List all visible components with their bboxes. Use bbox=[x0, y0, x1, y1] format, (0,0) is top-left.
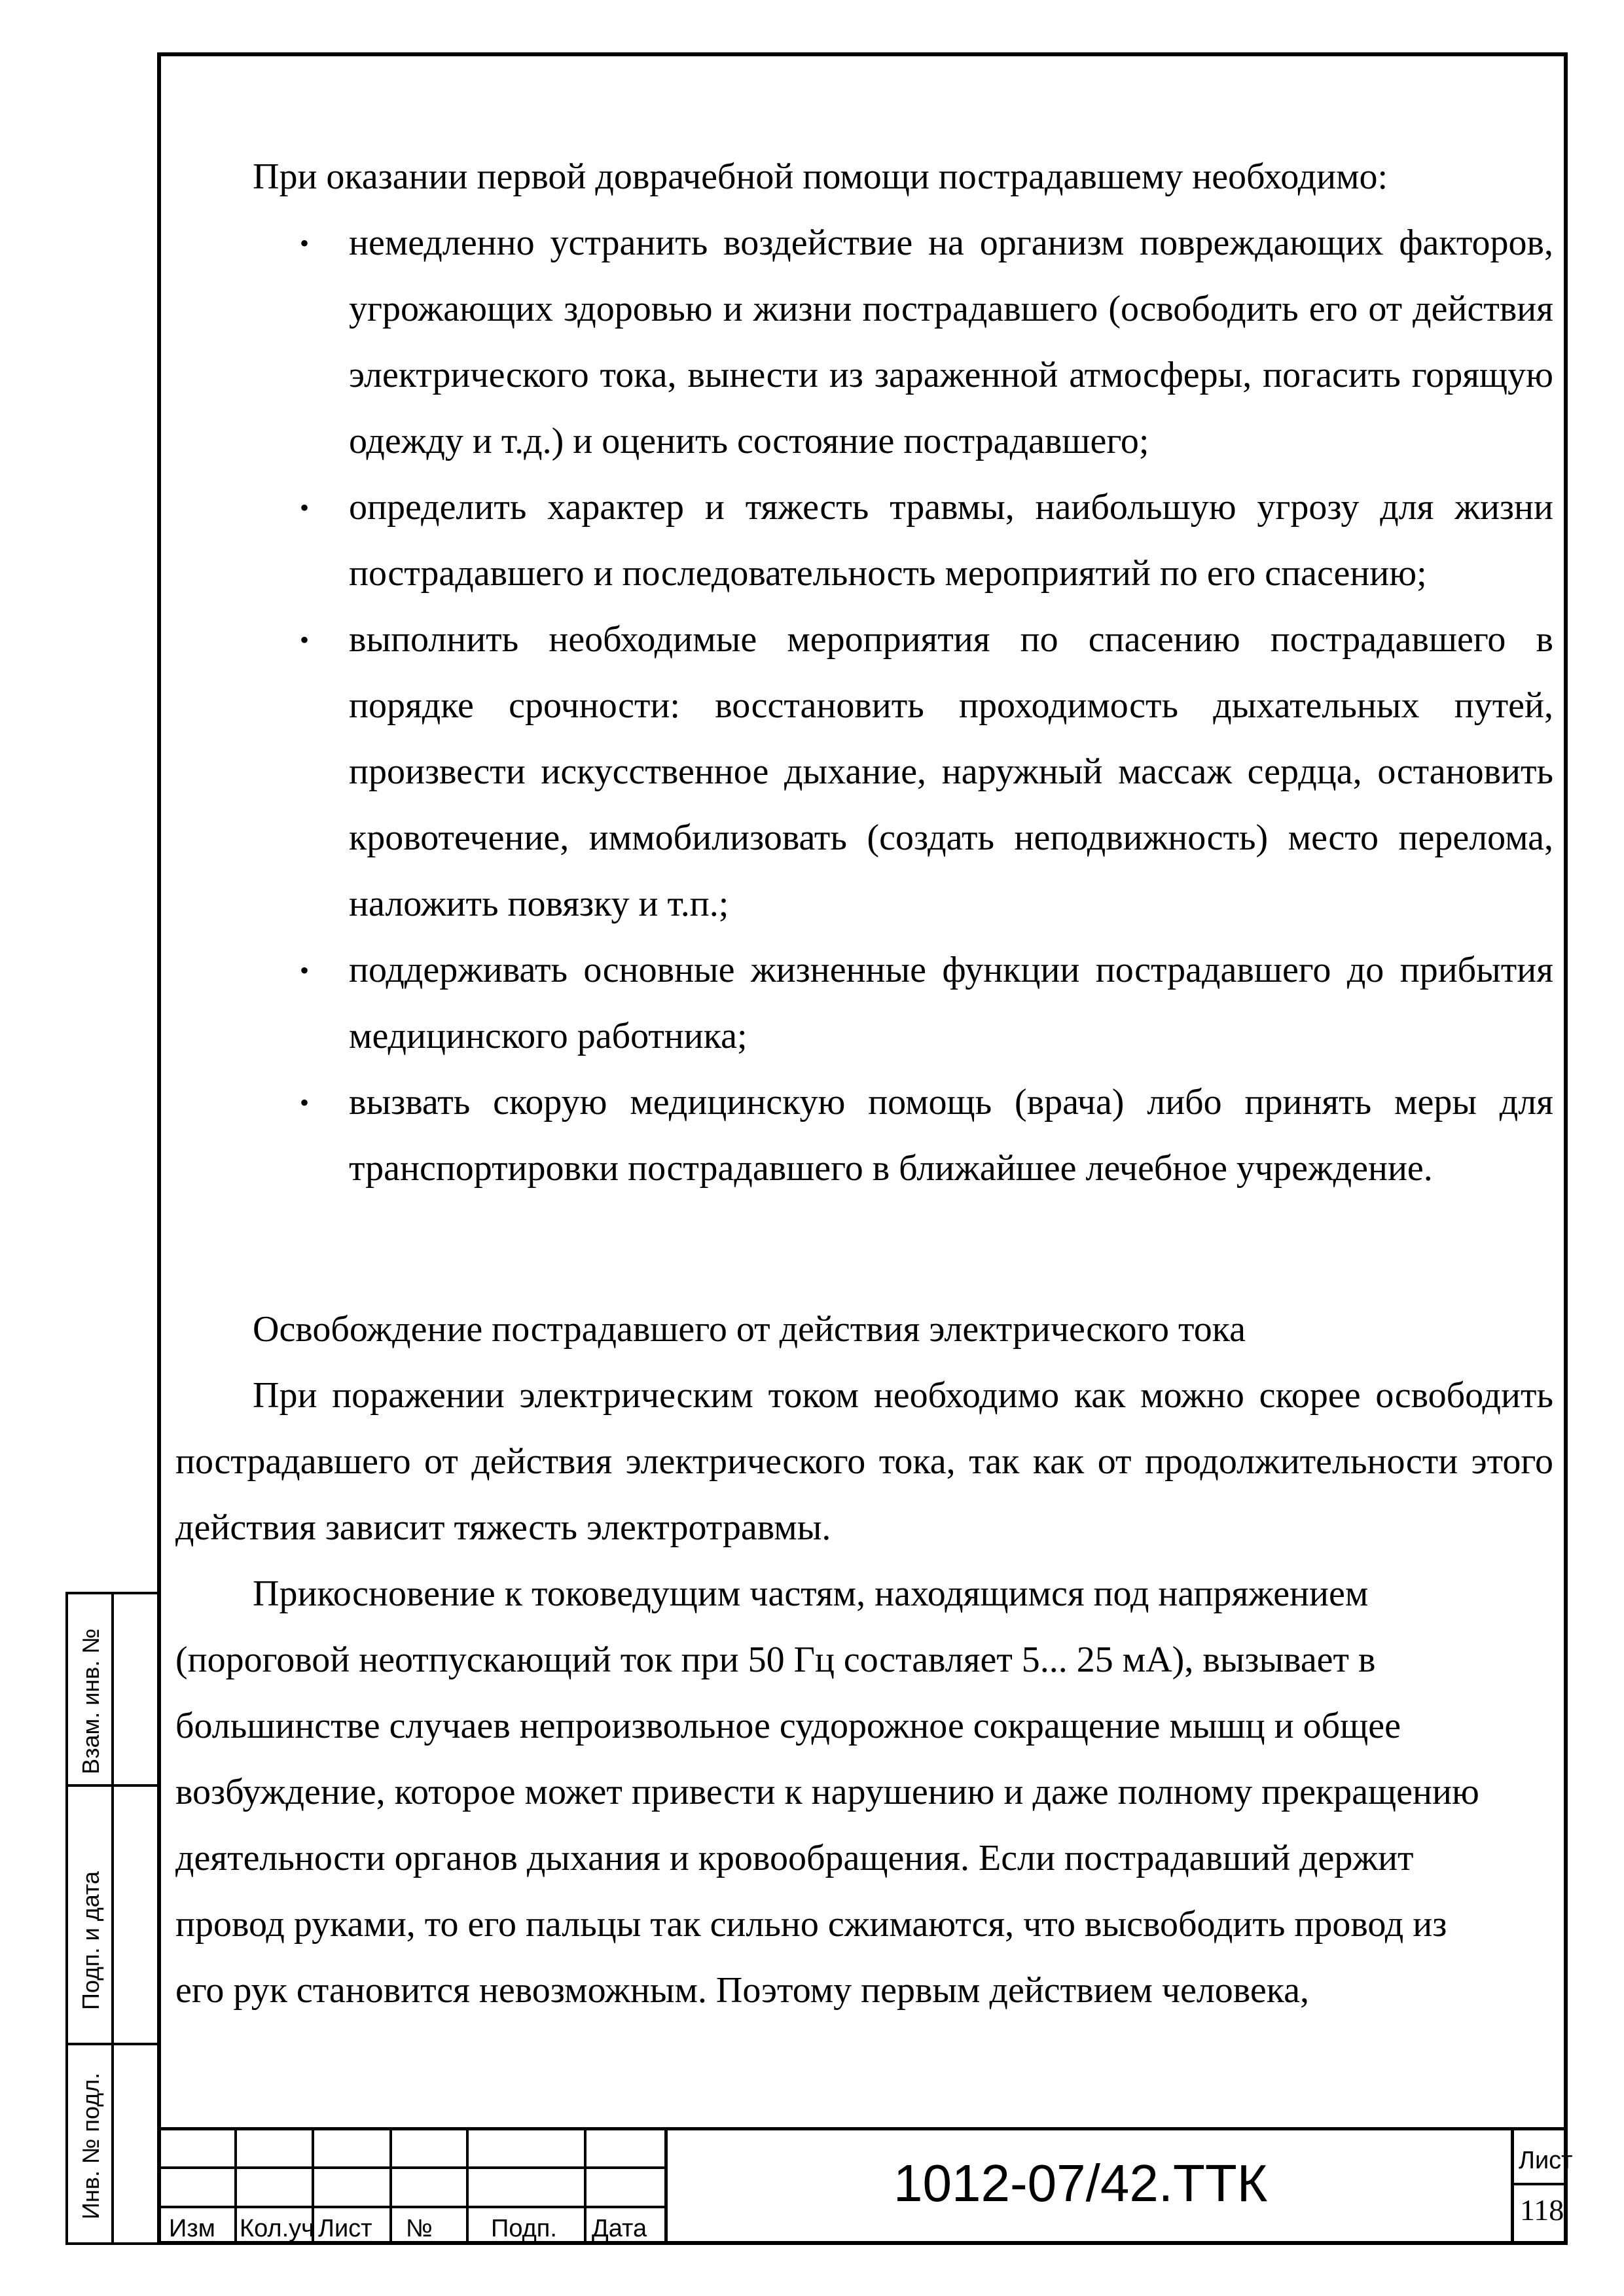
first-aid-list bbox=[175, 210, 1553, 1202]
paragraph-line: Прикосновение к токоведущим частям, находящимся под напряжением bbox=[253, 1573, 1369, 1614]
paragraph-line: возбуждение, которое может привести к нарушению и даже полному прекращению bbox=[175, 1772, 1479, 1812]
list-item: • немедленно устранить воздействие на организм повреждающих факторов, угрожающих здоровью и жизни пострадавшего (освободить его от действия электрического тока, вынести из зараженной атмосферы, погасить горящую одежду и т.д.) и оценить состояние пострадавшего; bbox=[175, 210, 1553, 475]
col-list: Лист bbox=[318, 2215, 372, 2242]
section-title: Освобождение пострадавшего от действия электрического тока bbox=[253, 1309, 1246, 1350]
bullet-icon: • bbox=[300, 1088, 310, 1117]
bullet-icon: • bbox=[300, 493, 310, 522]
side-stamp bbox=[65, 1592, 157, 2245]
col-num: № bbox=[406, 2215, 433, 2242]
side-label-podp: Подп. и дата bbox=[77, 1871, 104, 2010]
list-item: • определить характер и тяжесть травмы, наибольшую угрозу для жизни пострадавшего и последовательность мероприятий по его спасению; bbox=[175, 475, 1553, 607]
col-podp: Подп. bbox=[491, 2215, 557, 2242]
document-body bbox=[175, 144, 1553, 2024]
document-code: 1012-07/42.ТТК bbox=[893, 2154, 1268, 2212]
sheet-number: 118 bbox=[1520, 2193, 1564, 2227]
list-item: • вызвать скорую медицинскую помощь (врача) либо принять меры для транспортировки пострадавшего в ближайшее лечебное учреждение. bbox=[175, 1069, 1553, 1202]
paragraph-2 bbox=[175, 1561, 1553, 2024]
list-item: • поддерживать основные жизненные функции пострадавшего до прибытия медицинского работника; bbox=[175, 937, 1553, 1069]
paragraph-1: При поражении электрическим током необходимо как можно скорее освободить пострадавшего от действия электрического тока, так как от продолжительности этого действия зависит тяжесть электротравмы. bbox=[175, 1375, 1553, 1548]
intro-paragraph: При оказании первой доврачебной помощи пострадавшему необходимо: bbox=[253, 156, 1388, 197]
col-kolvo: Кол.уч bbox=[240, 2215, 314, 2242]
bullet-icon: • bbox=[300, 625, 310, 655]
side-label-inv: Инв. № подл. bbox=[77, 2072, 104, 2219]
title-block bbox=[157, 2127, 1573, 2245]
paragraph-line: (пороговой неотпускающий ток при 50 Гц составляет 5... 25 мА), вызывает в bbox=[175, 1640, 1376, 1680]
paragraph-line: его рук становится невозможным. Поэтому первым действием человека, bbox=[175, 1970, 1309, 2011]
paragraph-line: деятельности органов дыхания и кровообращения. Если пострадавший держит bbox=[175, 1838, 1414, 1878]
col-data: Дата bbox=[592, 2215, 647, 2242]
list-item: • выполнить необходимые мероприятия по спасению пострадавшего в порядке срочности: восстановить проходимость дыхательных путей, произвести искусственное дыхание, наружный массаж сердца, остановить кровотечение, иммобилизовать (создать неподвижность) место перелома, наложить повязку и т.п.; bbox=[175, 607, 1553, 937]
paragraph-line: большинстве случаев непроизвольное судорожное сокращение мышц и общее bbox=[175, 1706, 1401, 1746]
sheet-label: Лист bbox=[1519, 2147, 1573, 2174]
bullet-icon: • bbox=[300, 228, 310, 258]
side-label-vzam: Взам. инв. № bbox=[77, 1628, 104, 1774]
col-izm: Изм bbox=[169, 2215, 215, 2242]
paragraph-line: провод руками, то его пальцы так сильно сжимаются, что высвободить провод из bbox=[175, 1904, 1447, 1945]
bullet-icon: • bbox=[300, 956, 310, 985]
